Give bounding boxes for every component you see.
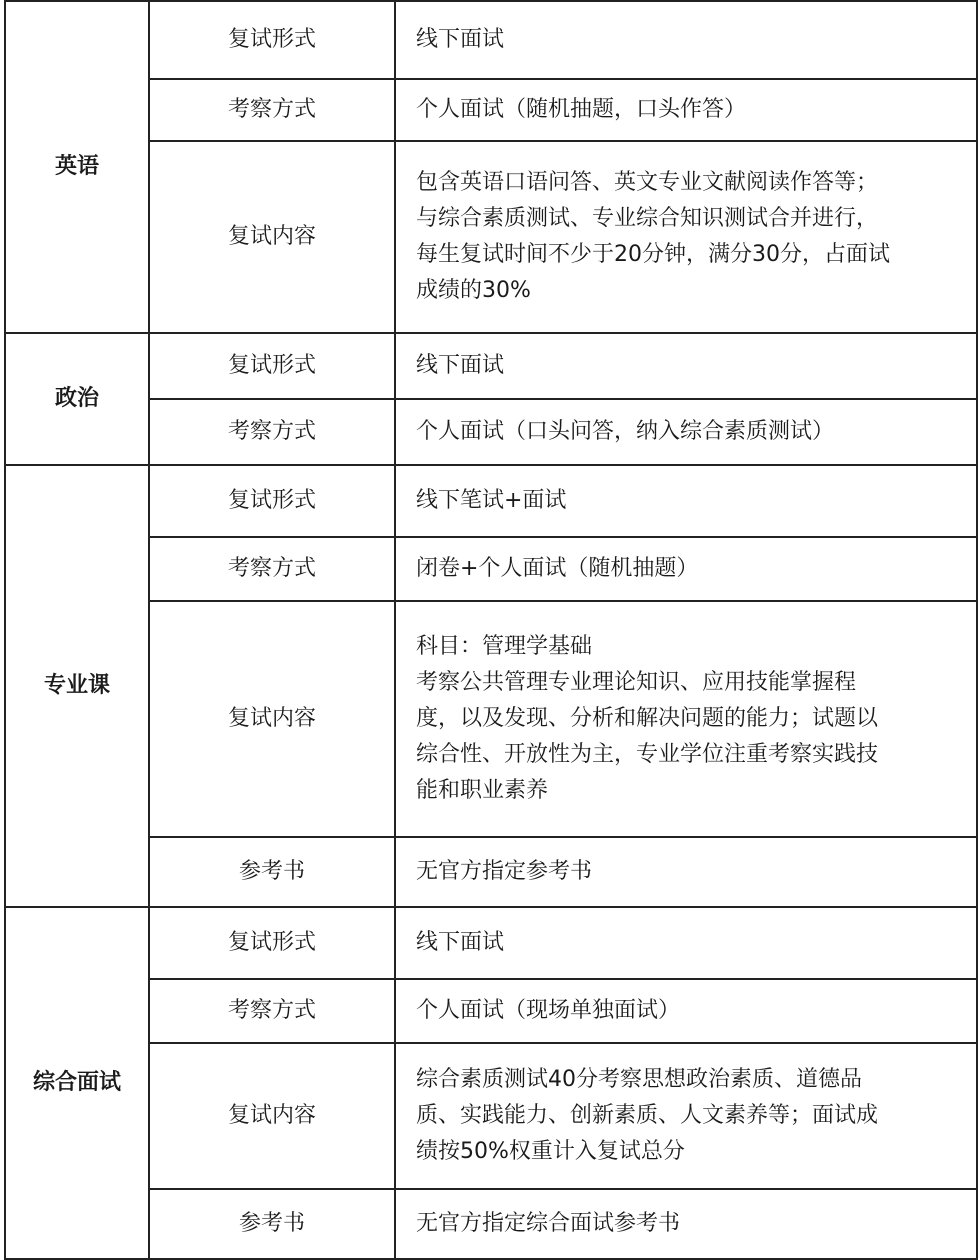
detail-line: 质、实践能力、创新素质、人文素养等；面试成 [416,1103,879,1128]
detail-cell [395,1043,977,1189]
aspect-cell: 复试形式 [149,333,395,399]
detail-line: 无官方指定综合面试参考书 [416,1211,681,1236]
subject-cell-english: 英语 [5,1,149,333]
table-row [5,465,977,537]
detail-line: 个人面试（随机抽题，口头作答） [416,97,747,122]
detail-line: 成绩的30% [416,278,531,303]
detail-line: 科目：管理学基础 [416,634,593,659]
detail-line: 综合素质测试40分考察思想政治素质、道德品 [416,1067,862,1092]
table-row [5,907,977,979]
aspect-cell: 参考书 [149,1189,395,1259]
detail-line: 线下面试 [416,27,505,52]
detail-cell [395,1,977,79]
aspect-cell: 复试形式 [149,907,395,979]
detail-line: 综合性、开放性为主，专业学位注重考察实践技 [416,742,879,767]
detail-line: 闭卷+个人面试（随机抽题） [416,556,699,581]
detail-line: 能和职业素养 [416,778,549,803]
aspect-cell: 复试形式 [149,1,395,79]
retest-table [4,0,978,1260]
detail-cell [395,1189,977,1259]
detail-cell [395,465,977,537]
detail-line: 线下笔试+面试 [416,488,567,513]
detail-cell [395,907,977,979]
aspect-cell: 考察方式 [149,399,395,465]
detail-cell [395,399,977,465]
detail-line: 线下面试 [416,930,505,955]
aspect-cell: 考察方式 [149,979,395,1043]
detail-line: 每生复试时间不少于20分钟，满分30分，占面试 [416,242,890,267]
table-row [5,601,977,837]
aspect-cell: 参考书 [149,837,395,907]
table-row [5,1043,977,1189]
detail-line: 包含英语口语问答、英文专业文献阅读作答等； [416,170,879,195]
table-row [5,537,977,601]
detail-cell [395,141,977,333]
table-row [5,141,977,333]
table-row [5,333,977,399]
subject-cell-politics: 政治 [5,333,149,465]
detail-line: 无官方指定参考书 [416,859,593,884]
aspect-cell: 考察方式 [149,537,395,601]
table-row [5,837,977,907]
detail-line: 与综合素质测试、专业综合知识测试合并进行， [416,206,879,231]
aspect-cell: 复试内容 [149,601,395,837]
table-row [5,1189,977,1259]
detail-line: 线下面试 [416,353,505,378]
detail-cell [395,837,977,907]
detail-line: 绩按50%权重计入复试总分 [416,1139,685,1164]
table-row [5,79,977,141]
aspect-cell: 考察方式 [149,79,395,141]
table-row [5,979,977,1043]
subject-cell-major: 专业课 [5,465,149,907]
detail-cell [395,537,977,601]
aspect-cell: 复试内容 [149,141,395,333]
aspect-cell: 复试形式 [149,465,395,537]
detail-line: 度，以及发现、分析和解决问题的能力；试题以 [416,706,879,731]
detail-cell [395,79,977,141]
detail-line: 个人面试（口头问答，纳入综合素质测试） [416,419,835,444]
detail-line: 考察公共管理专业理论知识、应用技能掌握程 [416,670,857,695]
subject-cell-interview: 综合面试 [5,907,149,1259]
aspect-cell: 复试内容 [149,1043,395,1189]
detail-line: 个人面试（现场单独面试） [416,998,681,1023]
detail-cell [395,979,977,1043]
detail-cell [395,601,977,837]
detail-cell [395,333,977,399]
table-row [5,1,977,79]
table-row [5,399,977,465]
